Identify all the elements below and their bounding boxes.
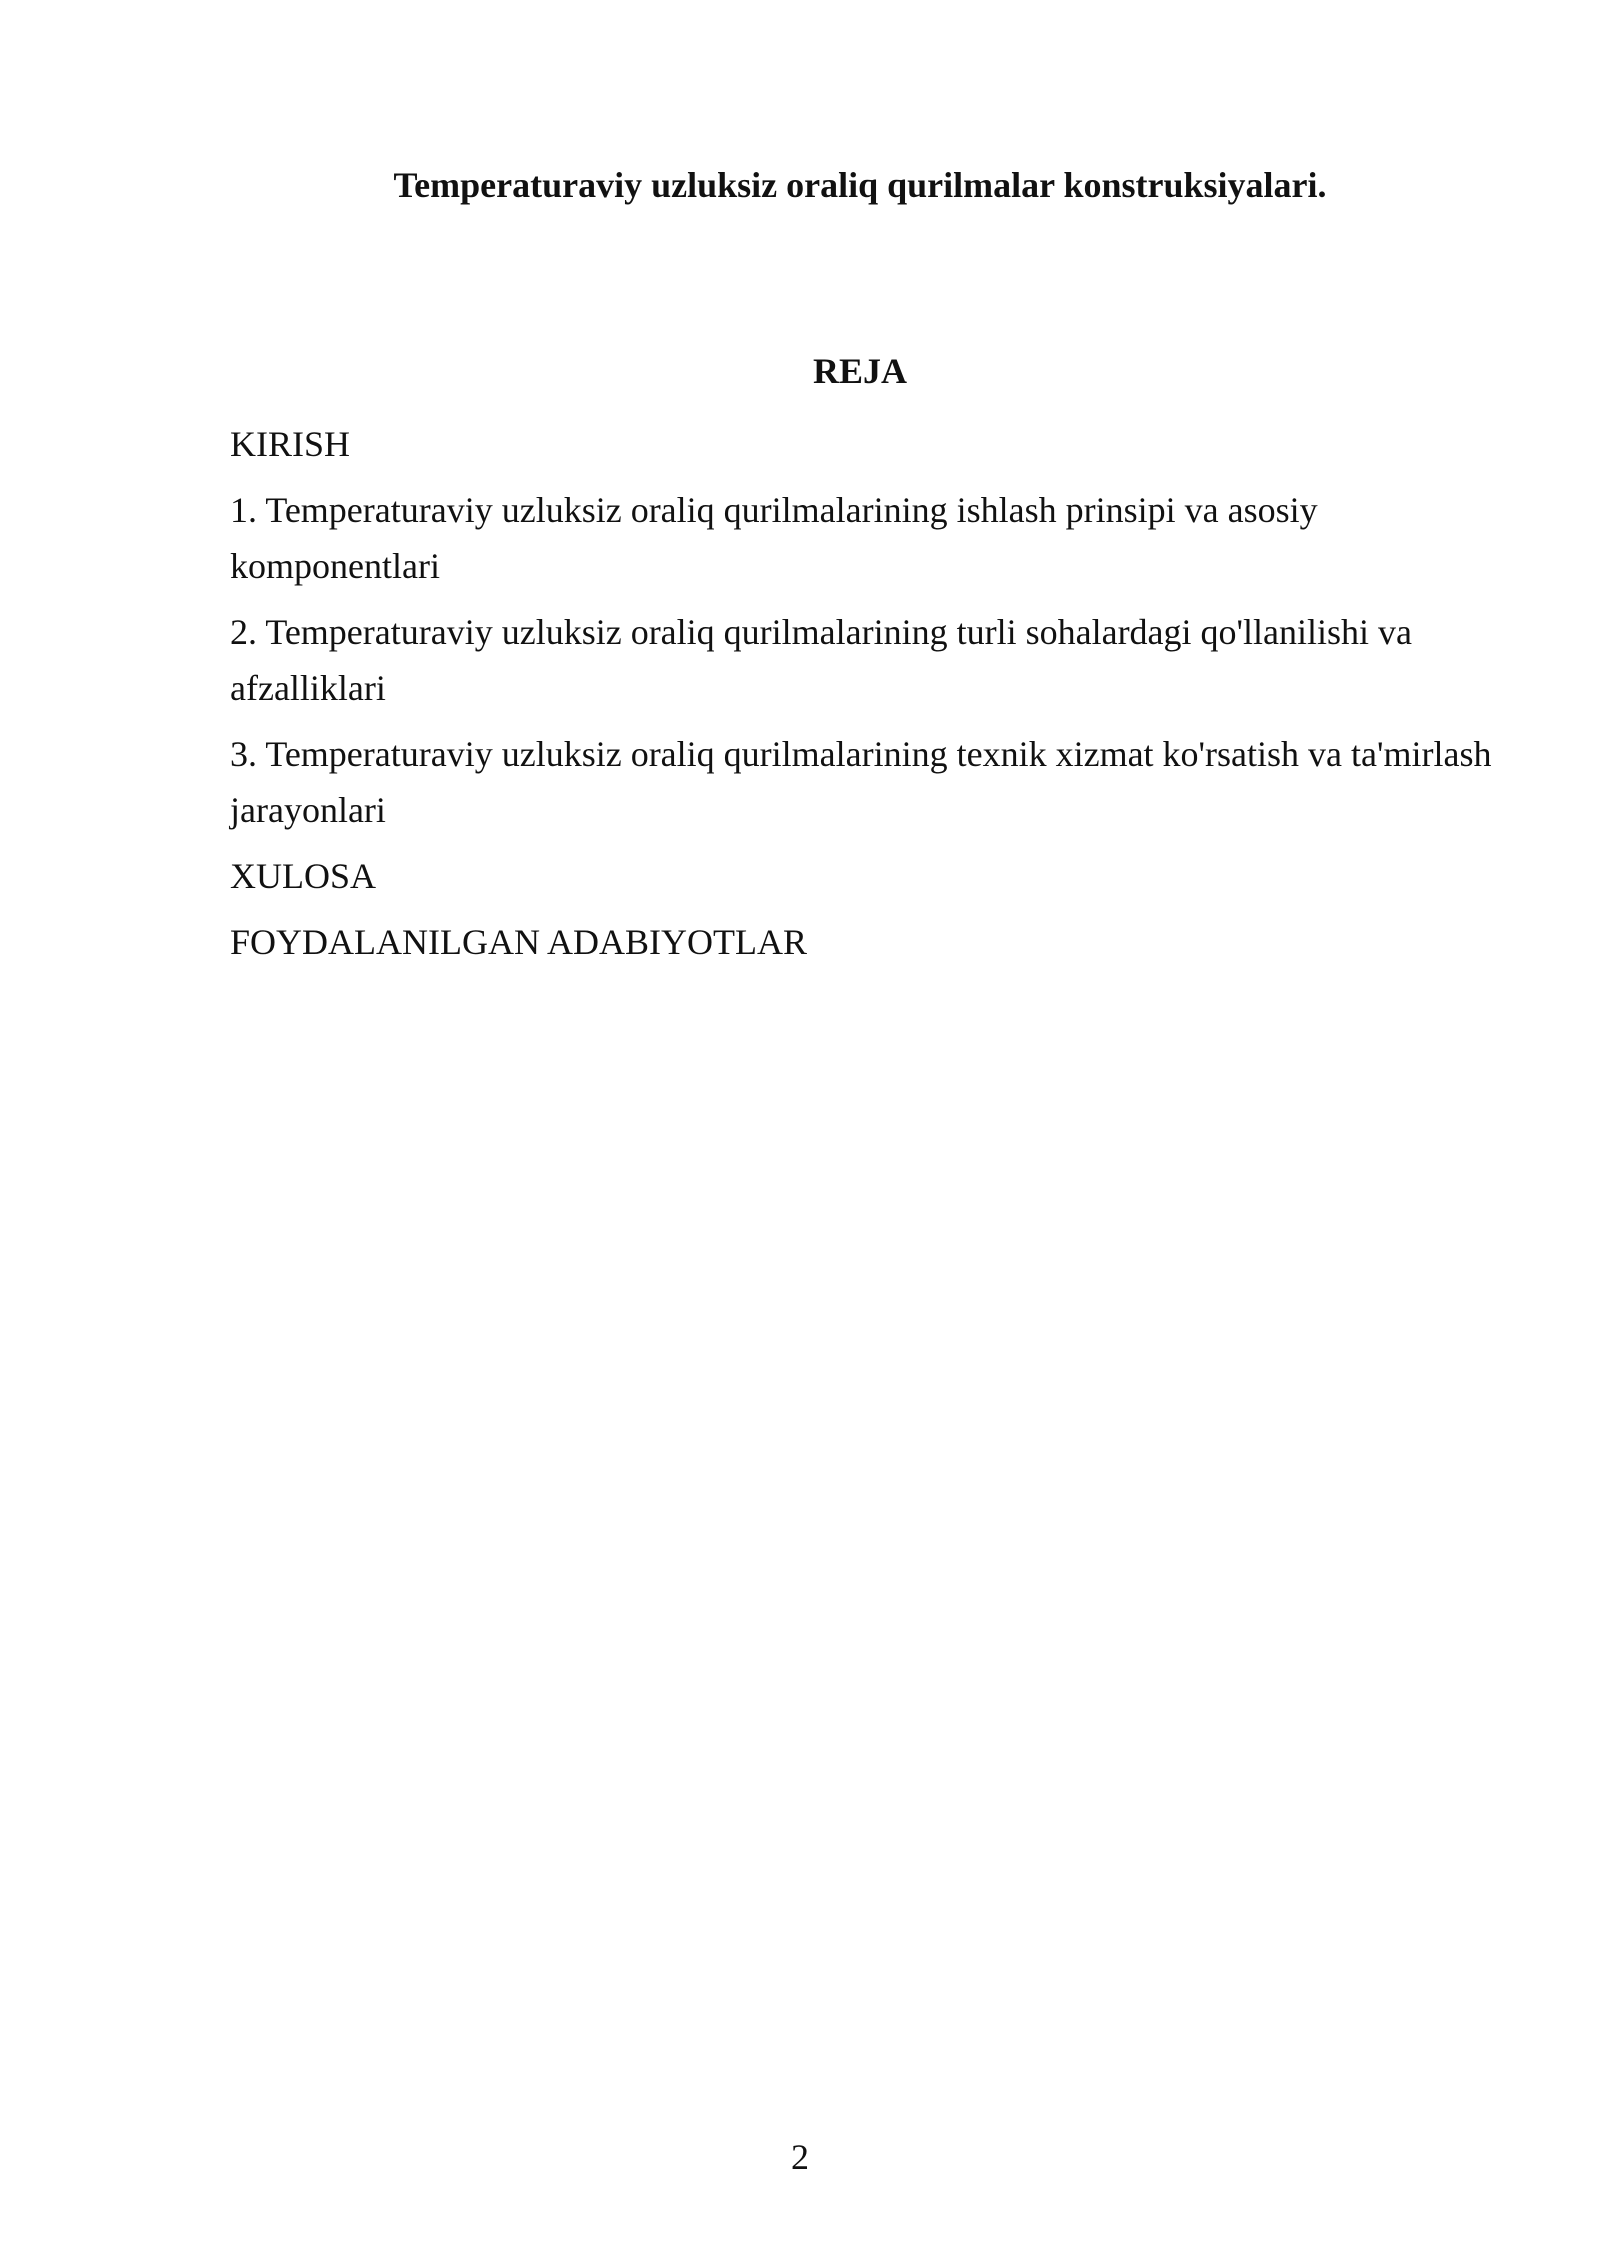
plan-item-introduction: KIRISH: [230, 424, 351, 464]
document-title: Temperaturaviy uzluksiz oraliq qurilmalar konstruksiyalari.: [393, 165, 1327, 205]
plan-item-conclusion: XULOSA: [230, 856, 377, 896]
plan-item-1: 1. Temperaturaviy uzluksiz oraliq qurilmalarining ishlash prinsipi va asosiy komponentlari: [230, 490, 1318, 586]
plan-item-references: FOYDALANILGAN ADABIYOTLAR: [230, 922, 807, 962]
page-number: 2: [791, 2137, 809, 2177]
plan-item-2: 2. Temperaturaviy uzluksiz oraliq qurilmalarining turli sohalardagi qo'llanilishi va afzalliklari: [230, 612, 1413, 708]
plan-list: [230, 416, 1500, 980]
plan-heading: REJA: [812, 351, 907, 391]
plan-item-3: 3. Temperaturaviy uzluksiz oraliq qurilmalarining texnik xizmat ko'rsatish va ta'mirlash jarayonlari: [230, 734, 1492, 830]
